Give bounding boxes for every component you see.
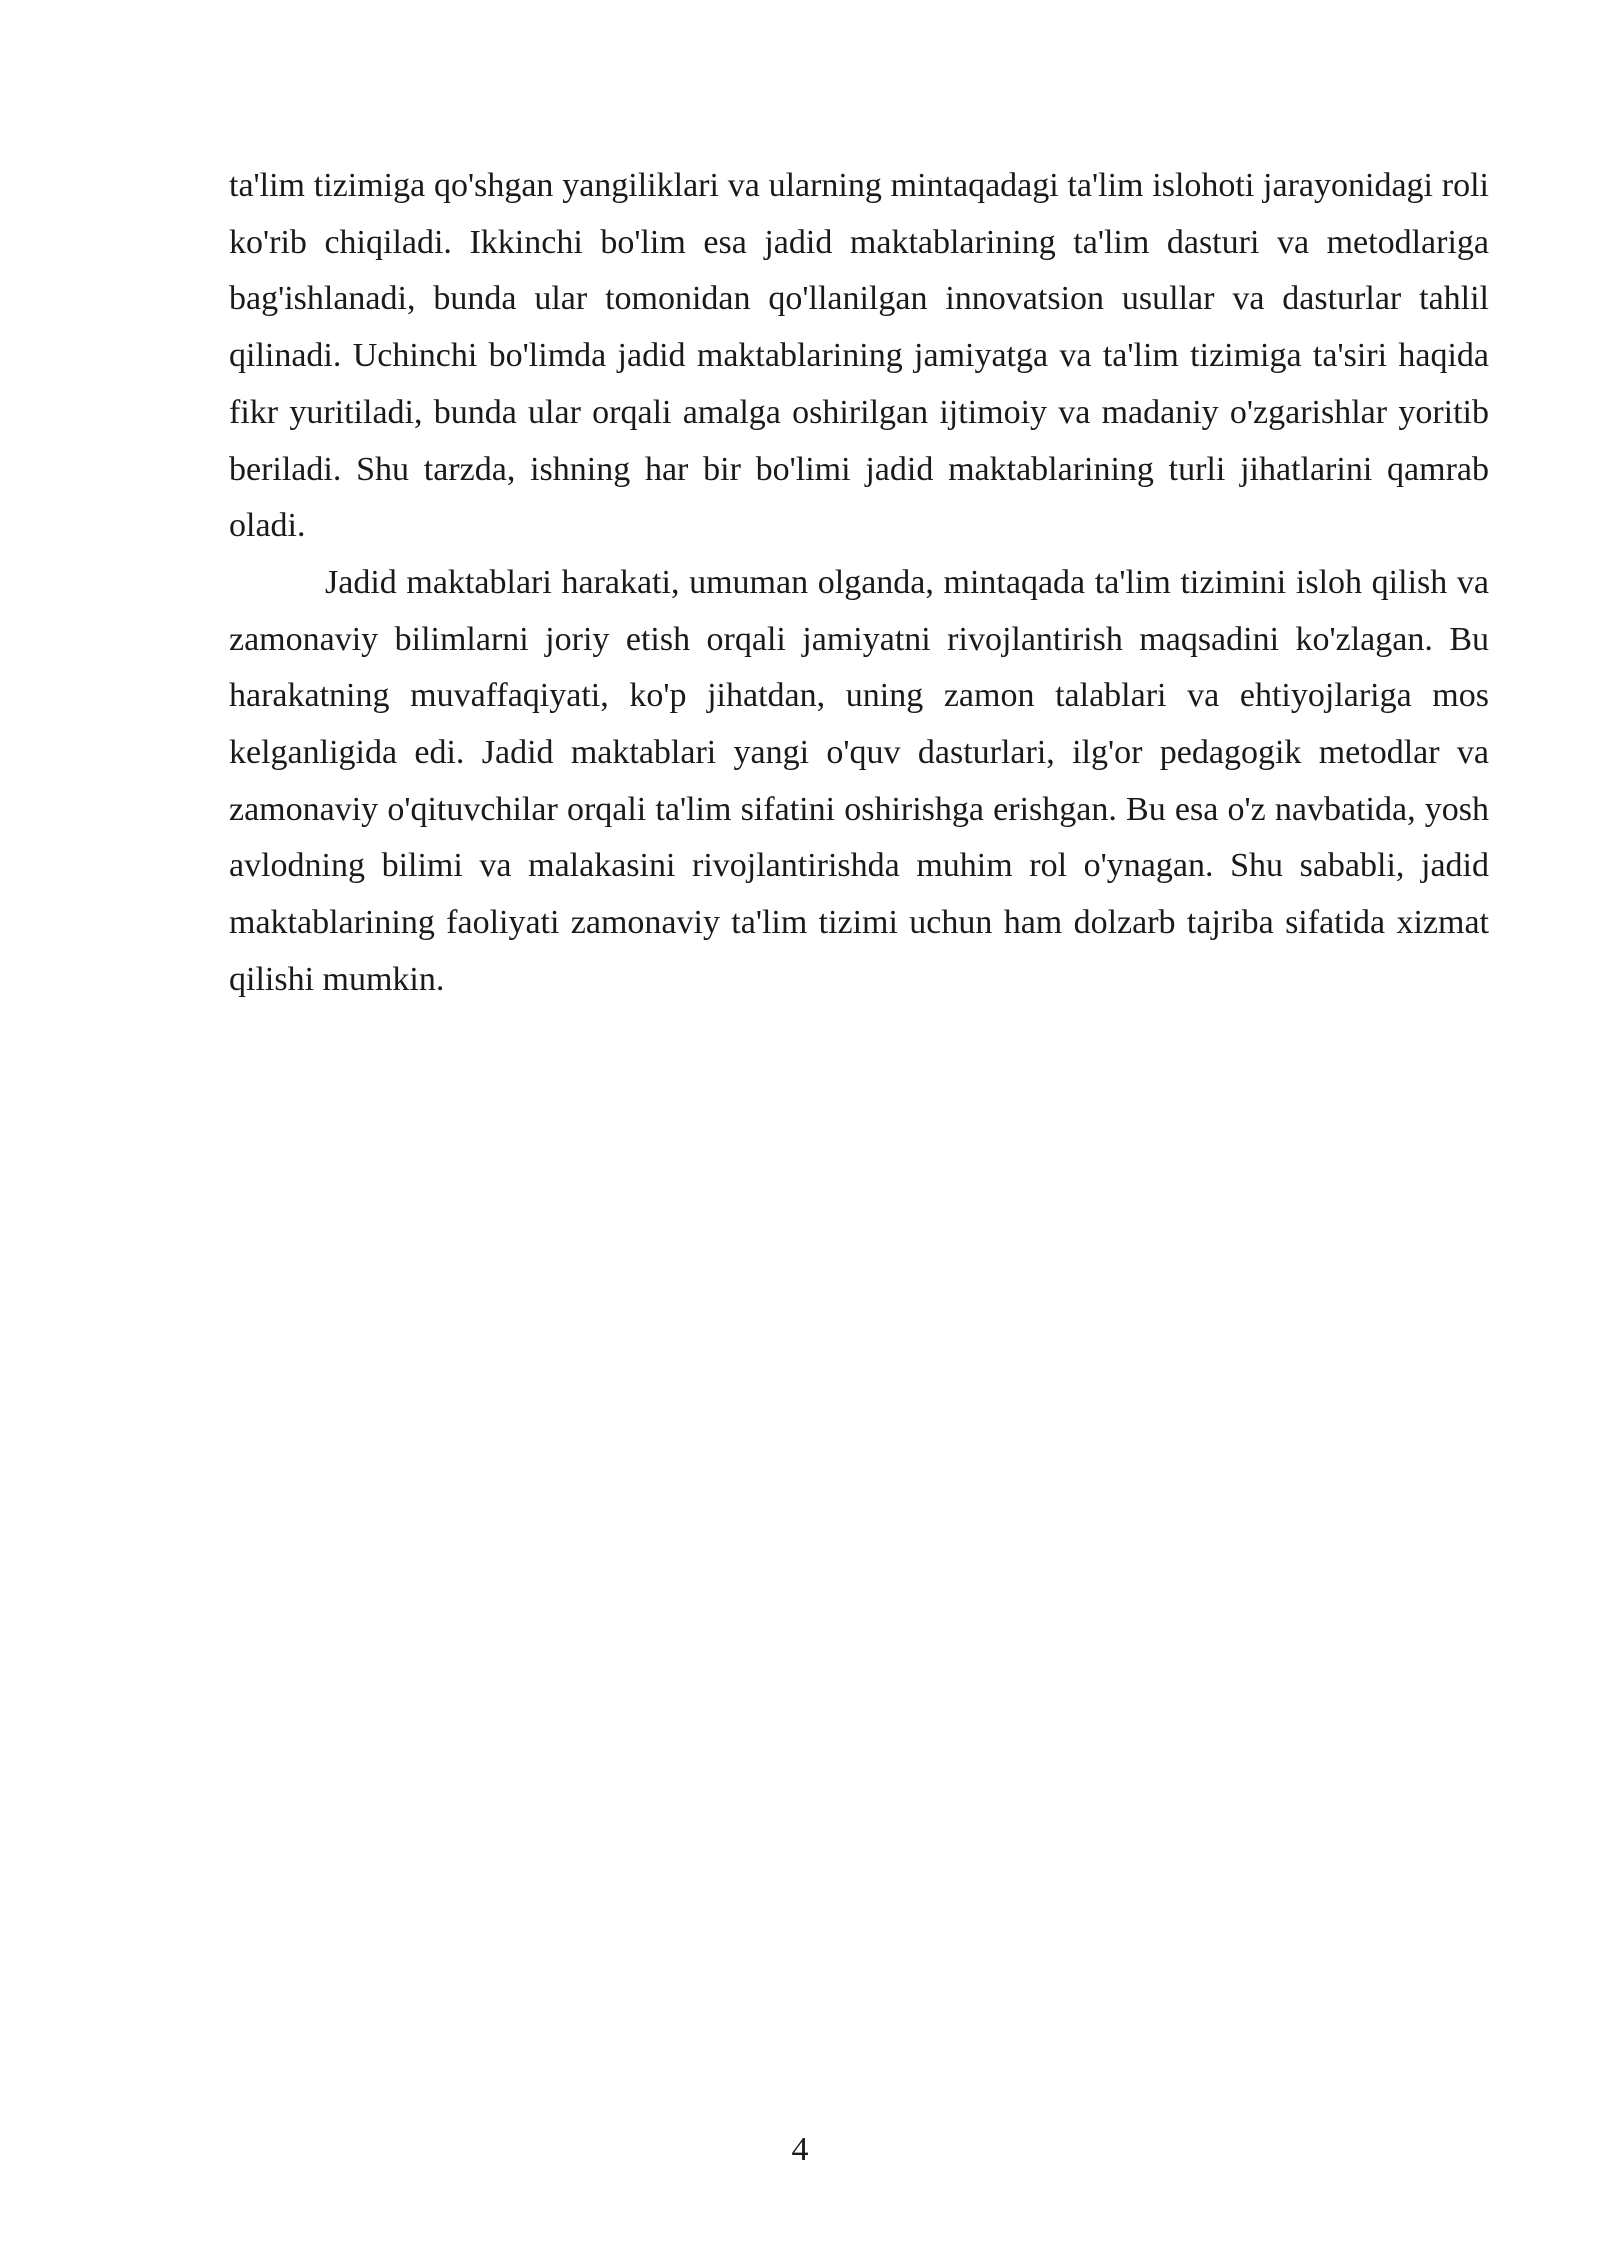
paragraph: Jadid maktablari harakati, umuman olganda, mintaqada ta'lim tizimini isloh qilish va zamonaviy bilimlarni joriy etish orqali jamiyatni rivojlantirish maqsadini ko'zlagan. Bu harakatning muvaffaqiyati, ko'p jihatdan, uning zamon talablari va ehtiyojlariga mos kelganligida edi. Jadid maktablari yangi o'quv dasturlari, ilg'or pedagogik metodlar va zamonaviy o'qituvchilar orqali ta'lim sifatini oshirishga erishgan. Bu esa o'z navbatida, yosh avlodning bilimi va malakasini rivojlantirishda muhim rol o'ynagan. Shu sababli, jadid maktablarining faoliyati zamonaviy ta'lim tizimi uchun ham dolzarb tajriba sifatida xizmat qilishi mumkin. bbox=[229, 563, 1489, 998]
paragraph-continued: ta'lim tizimiga qo'shgan yangiliklari va ularning mintaqadagi ta'lim islohoti jarayonidagi roli ko'rib chiqiladi. Ikkinchi bo'lim esa jadid maktablarining ta'lim dasturi va metodlariga bag'ishlanadi, bunda ular tomonidan qo'llanilgan innovatsion usullar va dasturlar tahlil qilinadi. Uchinchi bo'limda jadid maktablarining jamiyatga va ta'lim tizimiga ta'siri haqida fikr yuritiladi, bunda ular orqali amalga oshirilgan ijtimoiy va madaniy o'zgarishlar yoritib beriladi. Shu tarzda, ishning har bir bo'limi jadid maktablarining turli jihatlarini qamrab oladi. bbox=[229, 167, 1489, 545]
page-number: 4 bbox=[791, 2131, 809, 2168]
document-body bbox=[229, 158, 1489, 1009]
